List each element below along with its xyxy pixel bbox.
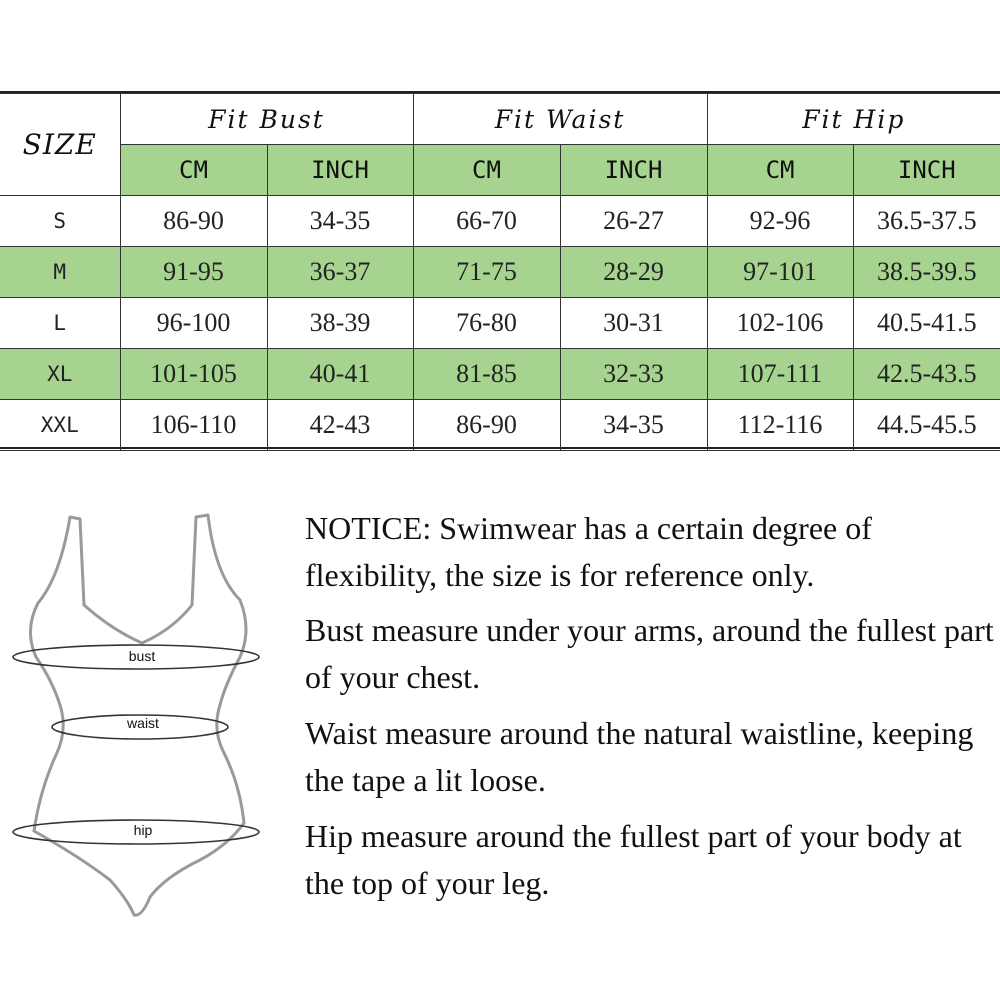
table-cell: 34-35 [267,196,413,247]
table-row [0,400,1000,451]
table-cell: 40.5-41.5 [853,298,1000,349]
table-cell: 42-43 [267,400,413,451]
waist-inch-header: INCH [560,145,707,196]
fit-bust-header: Fit Bust [120,94,413,145]
fit-waist-header: Fit Waist [413,94,707,145]
table-cell: 76-80 [413,298,560,349]
table-cell: 86-90 [120,196,267,247]
table-cell: 32-33 [560,349,707,400]
size-label: L [0,298,120,349]
size-label: XL [0,349,120,400]
bust-cm-header: CM [120,145,267,196]
fit-hip-header: Fit Hip [707,94,1000,145]
table-cell: 97-101 [707,247,853,298]
table-cell: 101-105 [120,349,267,400]
table-cell: 44.5-45.5 [853,400,1000,451]
size-chart [0,91,1000,449]
table-cell: 107-111 [707,349,853,400]
hip-instruction: Hip measure around the fullest part of your body at the top of your leg. [305,818,962,901]
bust-inch-header: INCH [267,145,413,196]
table-cell: 36-37 [267,247,413,298]
table-cell: 66-70 [413,196,560,247]
table-cell: 42.5-43.5 [853,349,1000,400]
table-cell: 34-35 [560,400,707,451]
table-cell: 96-100 [120,298,267,349]
bust-instruction: Bust measure under your arms, around the fullest part of your chest. [305,612,994,695]
waist-cm-header: CM [413,145,560,196]
bust-label: bust [128,648,156,664]
table-cell: 38.5-39.5 [853,247,1000,298]
table-cell: 71-75 [413,247,560,298]
size-label: M [0,247,120,298]
table-cell: 38-39 [267,298,413,349]
table-cell: 91-95 [120,247,267,298]
table-cell: 28-29 [560,247,707,298]
notice-text: NOTICE: Swimwear has a certain degree of flexibility, the size is for reference only. [305,510,872,593]
table-row [0,196,1000,247]
hip-label: hip [133,822,153,838]
table-row [0,349,1000,400]
waist-label: waist [127,715,159,731]
hip-inch-header: INCH [853,145,1000,196]
table-cell: 30-31 [560,298,707,349]
table-cell: 112-116 [707,400,853,451]
waist-instruction: Waist measure around the natural waistline, keeping the tape a lit loose. [305,715,974,798]
table-row [0,247,1000,298]
table-cell: 26-27 [560,196,707,247]
hip-cm-header: CM [707,145,853,196]
table-cell: 102-106 [707,298,853,349]
size-table [0,93,1000,451]
table-cell: 92-96 [707,196,853,247]
size-label: XXL [0,400,120,451]
size-label: S [0,196,120,247]
swimsuit-measurement-diagram [0,505,280,925]
table-cell: 86-90 [413,400,560,451]
size-column-header: SIZE [0,94,120,196]
table-cell: 81-85 [413,349,560,400]
table-cell: 106-110 [120,400,267,451]
measurement-notes [305,505,995,916]
table-row [0,298,1000,349]
table-cell: 40-41 [267,349,413,400]
table-cell: 36.5-37.5 [853,196,1000,247]
swimsuit-outline-icon [0,505,280,925]
